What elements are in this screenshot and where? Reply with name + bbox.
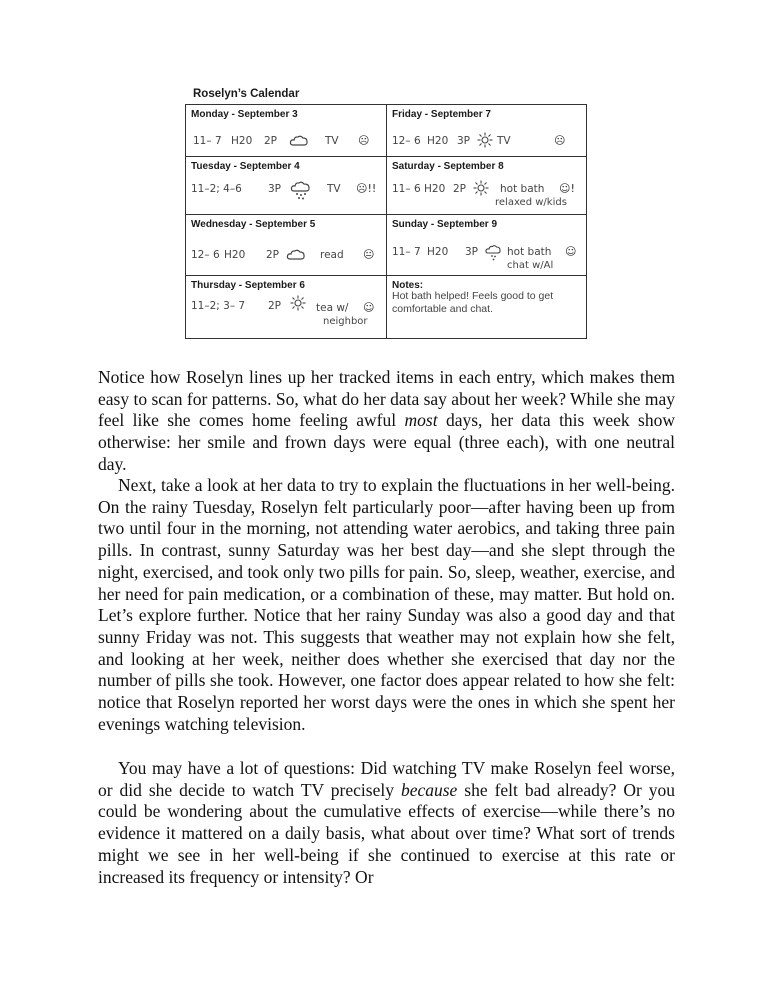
activity: TV — [327, 183, 341, 195]
water-aerobics: H20 — [231, 135, 253, 147]
smile-icon: ☺ — [363, 301, 375, 314]
emphasis: most — [404, 410, 438, 431]
paragraph — [98, 758, 675, 888]
day-title: Friday - September 7 — [392, 109, 491, 120]
activity: tea w/ — [316, 302, 349, 314]
frown-icon: ☹!! — [356, 182, 377, 195]
emphasis: because — [400, 779, 458, 800]
paragraph — [98, 367, 675, 476]
pill-count: 2P — [453, 183, 467, 195]
activity-note: neighbor — [323, 316, 368, 327]
rain-cloud-icon — [485, 243, 501, 263]
sun-icon — [290, 295, 306, 311]
water-aerobics: H20 — [424, 183, 446, 195]
activity: TV — [497, 135, 511, 147]
activity: hot bath — [500, 183, 545, 195]
water-aerobics: H20 — [427, 246, 449, 258]
paragraph: Next, take a look at her data to try to explain the fluctuations in her well-being. On the rainy Tuesday, Roselyn felt particularly poor—after having been up from two until four in the morning, not attending water aerobics, and taking three pain pills. In contrast, sunny Saturday was her best day—and she slept through the night, exercised, and took only two pills for pain. So, sleep, weather, exercise, and her need for pain medication, or a combination of these, may matter. But hold on. Let’s explore further. Notice that her rainy Sunday was also a good day and that sunny Friday was not. This suggests that weather may not explain how she felt, and looking at her week, neither does whether she exercised that day nor the number of pills she took. However, one factor does appear related to how she felt: notice that Roselyn reported her worst days were the ones in which she spent her evenings watching television. — [98, 475, 675, 734]
day-title: Monday - September 3 — [191, 109, 298, 120]
frown-icon: ☹ — [554, 134, 566, 147]
notes-text: Hot bath helped! Feels good to get comfortable and chat. — [392, 290, 554, 315]
day-title: Wednesday - September 5 — [191, 219, 316, 230]
day-title: Thursday - September 6 — [191, 280, 305, 291]
water-aerobics: H20 — [427, 135, 449, 147]
calendar-cell-saturday — [387, 157, 586, 215]
sleep-hours: 12– 6 — [191, 249, 220, 261]
day-title: Tuesday - September 4 — [191, 161, 300, 172]
frown-icon: ☹ — [358, 134, 370, 147]
calendar-cell-wednesday — [186, 215, 387, 276]
calendar-cell-tuesday — [186, 157, 387, 215]
calendar-cell-monday — [186, 105, 387, 157]
pill-count: 3P — [465, 246, 479, 258]
calendar-grid — [185, 104, 587, 339]
calendar-cell-sunday — [387, 215, 586, 276]
sleep-hours: 11– 6 — [392, 183, 421, 195]
activity-note: chat w/Al — [507, 260, 554, 271]
day-title: Sunday - September 9 — [392, 219, 498, 230]
activity-note: relaxed w/kids — [495, 197, 567, 208]
smile-icon: ☺! — [559, 182, 575, 195]
activity: TV — [325, 135, 339, 147]
text-run: Notice how Roselyn lines up her tracked items in each entry, which makes them easy to scan for patterns. So, what do her data say about her week? While she may feel like she comes home feeling awful — [98, 367, 675, 431]
sun-icon — [473, 180, 489, 196]
activity: hot bath — [507, 246, 552, 258]
calendar-cell-notes — [387, 276, 586, 338]
text-run: You may have a lot of questions: Did watching TV make Roselyn feel worse, or did she decide to watch TV precisely — [98, 758, 675, 800]
notes-title: Notes: — [392, 280, 424, 291]
calendar-cell-friday — [387, 105, 586, 157]
pill-count: 3P — [268, 183, 282, 195]
text-run: she felt bad already? Or you could be wondering about the cumulative effects of exercise—while there’s no evidence it mattered on a daily basis, what about over time? What sort of trends might we see in her well-being if she continued to exercise at this rate or increased its frequency or intensity? Or — [98, 779, 676, 887]
sleep-hours: 11–2; 4–6 — [191, 183, 242, 195]
water-aerobics: H20 — [224, 249, 246, 261]
sleep-hours: 11–2; 3– 7 — [191, 300, 246, 312]
day-title: Saturday - September 8 — [392, 161, 504, 172]
calendar-cell-thursday — [186, 276, 387, 338]
text-run: days, her data this week show otherwise: her smile and frown days were equal (three each), with one neutral day. — [98, 410, 675, 474]
smile-icon: ☺ — [565, 245, 577, 258]
sleep-hours: 12– 6 — [392, 135, 421, 147]
pill-count: 3P — [457, 135, 471, 147]
rain-cloud-icon — [290, 179, 312, 201]
sun-icon — [477, 132, 493, 148]
cloud-icon — [286, 248, 306, 262]
neutral-face-icon: 😐 — [363, 248, 375, 261]
sleep-hours: 11– 7 — [392, 246, 421, 258]
activity: read — [320, 249, 344, 261]
pill-count: 2P — [268, 300, 282, 312]
cloud-icon — [289, 134, 309, 148]
pill-count: 2P — [266, 249, 280, 261]
calendar-title: Roselyn’s Calendar — [193, 88, 300, 100]
pill-count: 2P — [264, 135, 278, 147]
sleep-hours: 11– 7 — [193, 135, 222, 147]
